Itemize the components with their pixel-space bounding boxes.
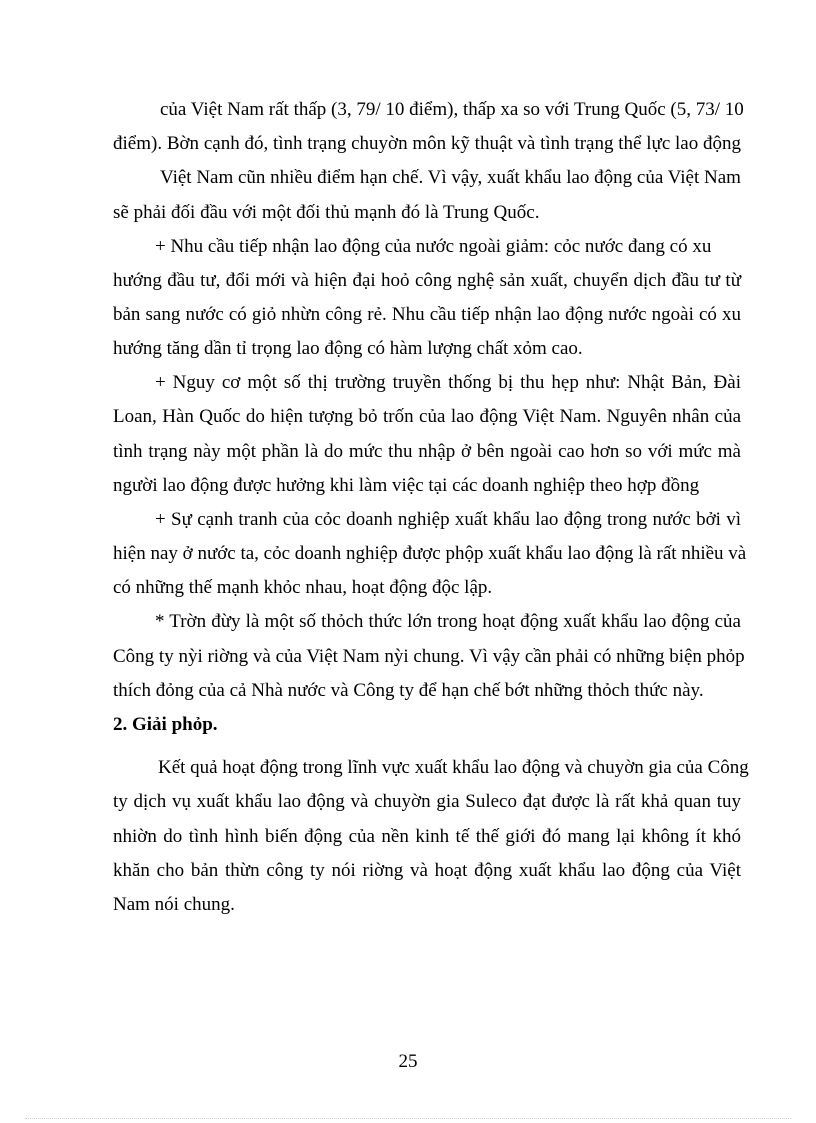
body-text-line: ty dịch vụ xuất khẩu lao động và chuyờn gia Suleco đạt được là rất khả quan tuy <box>113 791 741 812</box>
body-text-line: + Nhu cầu tiếp nhận lao động của nước ngoài giảm: cỏc nước đang có xu <box>155 236 712 257</box>
body-text-line: hướng đầu tư, đổi mới và hiện đại hoỏ công nghệ sản xuất, chuyển dịch đầu tư từ <box>113 270 741 291</box>
body-text-line: điểm). Bờn cạnh đó, tình trạng chuyờn môn kỹ thuật và tình trạng thể lực lao động <box>113 133 741 154</box>
body-text-line: + Nguy cơ một số thị trường truyền thống bị thu hẹp như: Nhật Bản, Đài <box>155 372 741 393</box>
body-text-line: khăn cho bản thừn công ty nói riờng và hoạt động xuất khẩu lao động của Việt <box>113 860 741 881</box>
body-text-line: hướng tăng dần tỉ trọng lao động có hàm lượng chất xỏm cao. <box>113 338 583 359</box>
body-text-line: người lao động được hưởng khi làm việc tại các doanh nghiệp theo hợp đồng <box>113 475 700 496</box>
body-text-line: Công ty nỳi riờng và của Việt Nam nỳi chung. Vì vậy cần phải có những biện phỏp <box>113 646 745 667</box>
body-text-line: thích đỏng của cả Nhà nước và Công ty để hạn chế bớt những thỏch thức này. <box>113 680 704 701</box>
section-heading: 2. Giải phỏp. <box>113 714 218 735</box>
page-border-divider <box>25 1118 791 1119</box>
body-text-line: bản sang nước có giỏ nhừn công rẻ. Nhu cầu tiếp nhận lao động nước ngoài có xu <box>113 304 741 325</box>
body-text-line: Nam nói chung. <box>113 894 235 915</box>
body-text-line: hiện nay ở nước ta, cỏc doanh nghiệp được phộp xuất khẩu lao động là rất nhiều và <box>113 543 747 564</box>
body-text-line: sẽ phải đối đầu với một đối thủ mạnh đó là Trung Quốc. <box>113 202 540 223</box>
body-text-line: có những thế mạnh khỏc nhau, hoạt động độc lập. <box>113 577 493 598</box>
body-text-line: * Trờn đừy là một số thỏch thức lớn trong hoạt động xuất khẩu lao động của <box>155 611 741 632</box>
body-text-line: tình trạng này một phần là do mức thu nhập ở bên ngoài cao hơn so với mức mà <box>113 441 741 462</box>
body-text-line: Loan, Hàn Quốc do hiện tượng bỏ trốn của lao động Việt Nam. Nguyên nhân của <box>113 406 741 427</box>
body-text-line: Kết quả hoạt động trong lĩnh vực xuất khẩu lao động và chuyờn gia của Công <box>158 757 749 778</box>
body-text-line: của Việt Nam rất thấp (3, 79/ 10 điểm), thấp xa so với Trung Quốc (5, 73/ 10 <box>160 99 744 120</box>
body-text-line: + Sự cạnh tranh của cỏc doanh nghiệp xuất khẩu lao động trong nước bởi vì <box>155 509 741 530</box>
body-text-line: Việt Nam cũn nhiều điểm hạn chế. Vì vậy, xuất khẩu lao động của Việt Nam <box>160 167 741 188</box>
body-text-line: nhiờn do tình hình biến động của nền kinh tế thế giới đó mang lại không ít khó <box>113 826 741 847</box>
page-number: 25 <box>398 1051 418 1072</box>
